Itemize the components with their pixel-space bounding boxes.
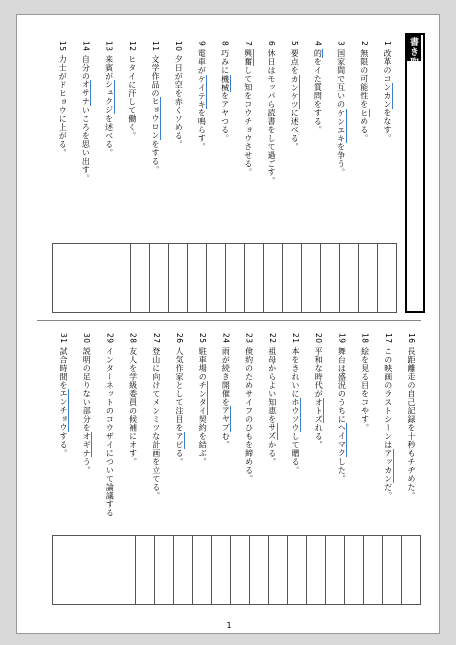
question-text [126,55,138,140]
answer-cell[interactable] [168,244,187,312]
question-number: 20 [314,333,324,344]
target-word: アッカン [383,448,393,483]
question-text-before: 無限の可能性を [359,49,369,109]
question-text-before: 友人を学級委員の候補にオす。 [128,346,138,466]
question-text [103,55,115,157]
question-number: 13 [104,41,114,52]
worksheet-page [16,14,440,634]
question-text-before: 夕日が空を赤くソめる。 [174,54,184,149]
question-number: 31 [59,333,68,344]
answer-cell[interactable] [325,536,344,604]
answer-cell[interactable] [382,536,401,604]
answer-cell[interactable] [230,536,249,604]
question-text-before: 平和な時代が [314,346,324,398]
question-text-after: める。 [359,117,369,143]
page-number: 1 [226,621,232,630]
question-text [79,55,91,183]
question-text-before: インターネットのコウザイについて論議する [105,346,115,517]
question-text [405,347,417,500]
question-number: 2 [359,41,369,47]
question-text-before: 来賓が [104,54,114,81]
answer-cell[interactable] [287,536,306,604]
question-text [172,55,184,149]
answer-cell[interactable] [116,536,135,604]
question-text-after: をなす。 [383,108,392,143]
target-word: カンケツ [290,74,300,109]
question-text [335,49,347,177]
target-word: ヘイマク [337,423,347,458]
question-text-after: をする。 [151,139,160,174]
question-text [289,347,301,475]
question-text [311,49,323,134]
question-text-after: する。 [59,431,68,458]
question-text-before: 雨が続き開催を [221,346,231,407]
worksheet-title: 書き取り [408,37,418,77]
answer-cell[interactable] [377,244,396,312]
target-word: ケンエキ [336,108,346,143]
answer-cell[interactable] [192,536,211,604]
question-text-before: ヒタイに汗して働く。 [127,54,137,140]
question-text-after: を争う。 [336,142,346,177]
target-word: オギナ [82,431,92,458]
question-text [56,55,68,157]
question-text [196,347,208,466]
question-text-after: 契約を結ぶ。 [198,414,208,466]
answer-cell[interactable] [268,536,287,604]
target-word: サズ [267,423,277,441]
question-number: 24 [221,333,231,344]
question-text-before: 長距離走の自己記録を十秒もチヂめた。 [407,346,416,500]
question-number: 1 [383,41,392,47]
question-number: 3 [336,41,346,47]
target-word: 機械 [220,74,230,92]
answer-cell[interactable] [301,244,320,312]
answer-cell[interactable] [401,536,420,604]
target-word: ンカン [383,83,392,109]
question-text [381,49,393,143]
target-word: ホウソウ [291,397,300,432]
section-2-answer-grid [52,535,421,605]
question-text-after: して贈る。 [291,431,300,475]
question-text-after: う。 [82,457,92,475]
question-text-after: む。 [221,431,231,449]
answer-cell[interactable] [211,536,230,604]
target-word: アビ [175,431,184,449]
answer-cell[interactable] [339,244,358,312]
question-text-before: 人気作家として注目を [175,346,184,432]
question-text [103,347,115,517]
question-number: 15 [58,41,68,52]
question-number: 5 [290,41,300,47]
question-number: 12 [127,41,137,52]
question-number: 10 [174,41,184,52]
question-number: 21 [291,333,300,344]
question-text-after: をイた質問をする。 [313,57,323,135]
target-word: オトズ [314,397,324,424]
question-text-before: 絵を見る目をコやす。 [360,346,370,432]
question-text [382,347,394,500]
question-text-after: を鳴らす。 [197,108,207,152]
question-text-after: いころを思い出す。 [81,105,91,183]
question-text [195,49,207,151]
answer-cell[interactable] [130,244,149,312]
question-text-before: 説明の足りない部分を [82,346,92,432]
question-text-after: だ。 [383,482,393,500]
target-word: ヒ [359,108,369,118]
answer-cell[interactable] [363,536,382,604]
answer-cell[interactable] [149,244,168,312]
question-text-after: る。 [175,448,184,466]
question-text [150,347,162,500]
question-text-before: 登山に向けてメンミツな計画を立てる。 [151,346,161,500]
question-number: 25 [198,333,208,344]
target-word: ケイテキ [197,74,207,109]
question-text [127,347,139,466]
question-text [265,49,277,185]
question-number: 6 [267,41,276,47]
answer-cell[interactable] [344,536,363,604]
question-text-before: 電車が [197,49,207,75]
section-divider [37,320,421,321]
answer-cell[interactable] [111,244,130,312]
question-text [219,49,231,143]
answer-cell[interactable] [263,244,282,312]
answer-cell[interactable] [244,244,263,312]
question-text-before: この映画のラストシーンは [383,346,393,449]
question-number: 30 [82,333,92,344]
question-text-before: 祖母からよい知恵を [267,346,277,424]
question-text-before: 自分の [81,54,91,81]
question-number: 9 [197,41,207,47]
question-number: 22 [267,333,277,344]
answer-cell[interactable] [306,536,325,604]
question-text [266,347,278,466]
answer-cell[interactable] [154,536,173,604]
answer-cell[interactable] [320,244,339,312]
question-number: 4 [313,41,323,47]
answer-cell[interactable] [206,244,225,312]
question-text-before: 本をきれいに [291,346,300,398]
answer-cell[interactable] [187,244,206,312]
question-number: 17 [383,333,393,344]
answer-cell[interactable] [135,536,154,604]
question-text [80,347,92,475]
question-text [219,347,231,449]
question-text-after: を述べる。 [104,114,114,157]
question-text [173,347,185,466]
question-text [359,347,371,432]
question-text-before: 巧みに [220,49,230,75]
question-text [288,49,300,151]
question-number: 16 [407,333,416,344]
question-text-before: 駐車場の [198,346,208,381]
answer-cell[interactable] [225,244,244,312]
answer-cell[interactable] [358,244,377,312]
question-number: 8 [220,41,230,47]
question-number: 28 [128,333,138,344]
question-text [242,49,254,177]
question-text-before: 舞台は盛況のうちに [337,346,347,424]
question-text-after: して知をコウチョウさせる。 [243,66,253,177]
question-text [243,347,255,483]
question-number: 19 [337,333,347,344]
target-word: アヤブ [221,406,231,432]
question-text-before: 改革のコ [383,49,392,84]
question-number: 11 [151,41,160,52]
question-number: 18 [360,333,370,344]
question-number: 23 [244,333,254,344]
target-word: チンタイ [198,380,208,415]
question-text [149,55,161,174]
question-text [335,347,347,483]
question-number: 26 [175,333,184,344]
question-text-after: した。 [337,457,347,483]
question-text-before: 力士がドヒョウに上がる。 [58,54,68,157]
question-text [57,347,69,458]
question-text-before: 文学作品の [151,54,160,98]
question-text-before: 休日はモッパら読書をして過ごす。 [267,49,276,186]
target-word: 興奮 [243,49,253,67]
answer-cell[interactable] [173,536,192,604]
target-word: シュクジ [104,80,114,115]
question-number: 27 [151,333,161,344]
target-word: 的 [313,49,323,58]
question-text [358,49,370,143]
question-number: 14 [81,41,91,52]
target-word: ヒョウロン [151,97,160,140]
question-text-before: 試合時間を [59,346,68,390]
target-word: オサナ [81,80,91,106]
question-text-after: に述べる。 [290,108,300,152]
question-number: 29 [105,333,115,344]
question-text-before: 倹約のためサイフのひもを締める。 [244,346,254,483]
question-text-after: をアヤつる。 [220,91,230,143]
question-number: 7 [243,41,253,47]
question-text-before: 要点を [290,49,300,75]
question-text-before: 国家間で互いの [336,49,346,109]
target-word: エンチョウ [59,389,68,432]
question-text-after: れる。 [314,423,324,449]
question-text [312,347,324,449]
answer-cell[interactable] [249,536,268,604]
section-1-answer-grid [52,243,397,313]
answer-cell[interactable] [282,244,301,312]
question-text-after: かる。 [267,440,277,466]
